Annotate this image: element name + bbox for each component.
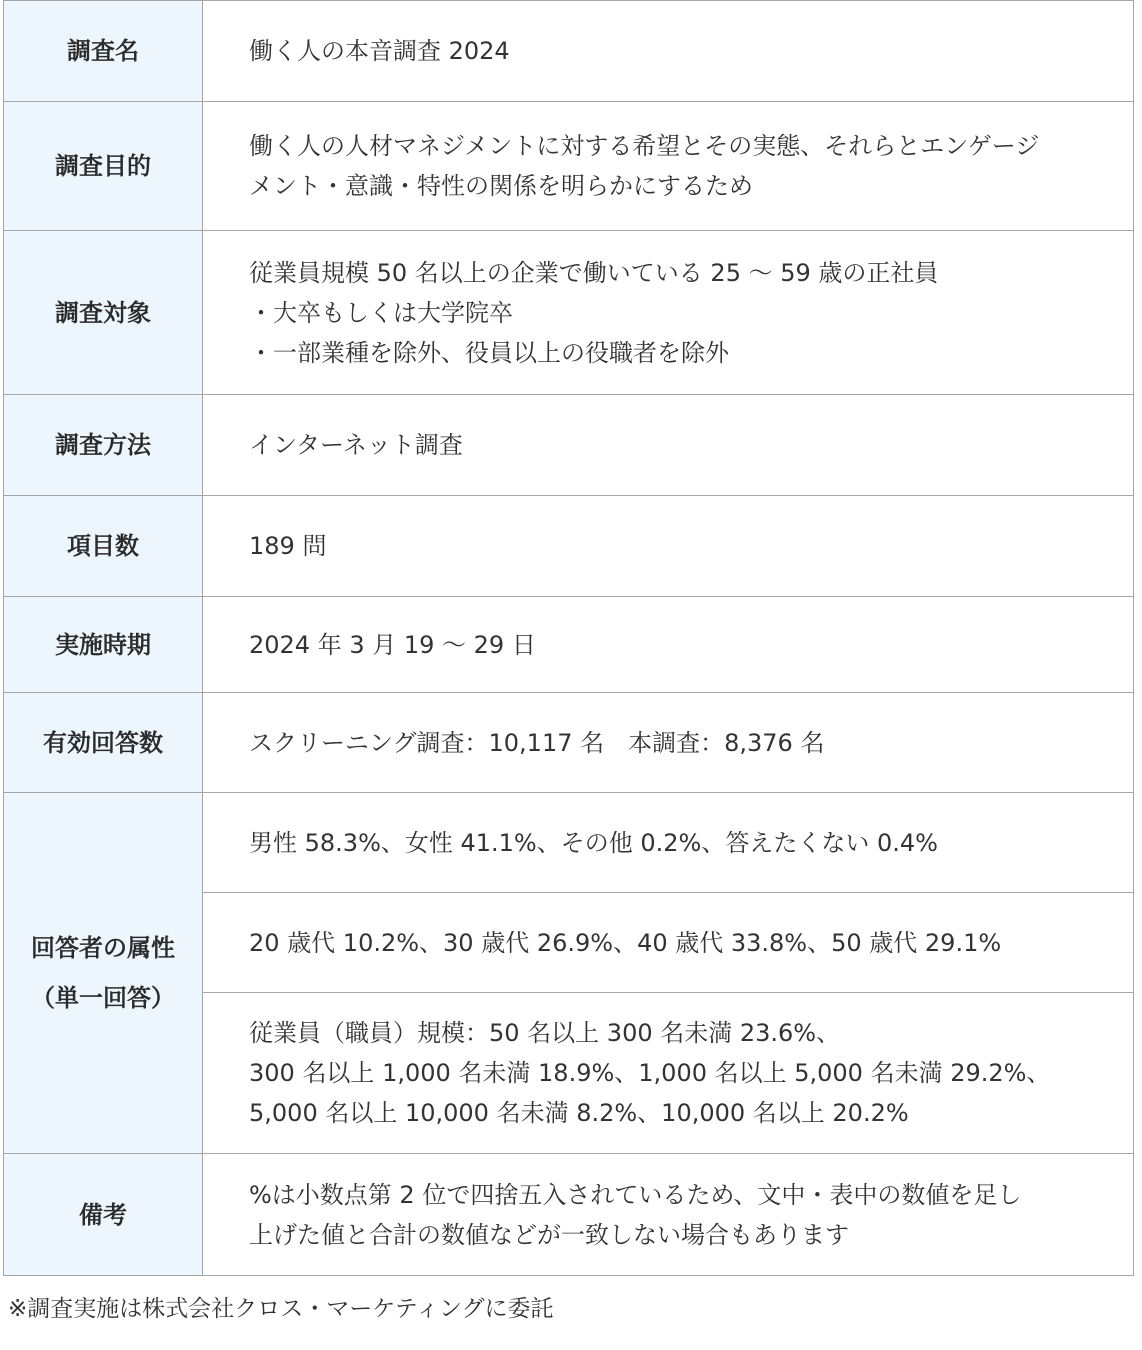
value-line: 上げた値と合計の数値などが一致しない場合もあります [249,1220,849,1249]
value-line: 2024 年 3 月 19 ～ 29 日 [249,630,536,659]
value-line: 従業員（職員）規模：50 名以上 300 名未満 23.6%、 [249,1019,841,1047]
row-value [203,693,1134,793]
value-line: 男性 58.3%、女性 41.1%、その他 0.2%、答えたくない 0.4% [249,828,938,857]
value-line: 働く人の人材マネジメントに対する希望とその実態、それらとエンゲージ [249,132,1040,160]
attributes-label-line: 回答者の属性 [31,934,175,962]
value-line: 20 歳代 10.2%、30 歳代 26.9%、40 歳代 33.8%、50 歳代 29.1% [249,928,1002,957]
value-line: 5,000 名以上 10,000 名未満 8.2%、10,000 名以上 20.2% [249,1099,909,1127]
row-label: 調査名 [4,1,203,102]
value-line: スクリーニング調査：10,117 名 本調査：8,376 名 [249,728,825,757]
value-line: %は小数点第 2 位で四捨五入されているため、文中・表中の数値を足し [249,1180,1022,1209]
value-line: メント・意識・特性の関係を明らかにするため [249,172,753,200]
row-survey-target [4,231,1134,395]
row-valid-responses [4,693,1134,793]
survey-overview-table [3,0,1134,1276]
row-label: 備考 [4,1154,203,1276]
row-survey-method [4,395,1134,496]
row-label: 項目数 [4,496,203,597]
row-value [203,395,1134,496]
row-label: 調査目的 [4,102,203,231]
row-value [203,231,1134,395]
value-line: 300 名以上 1,000 名未満 18.9%、1,000 名以上 5,000 名未満 29.2%、 [249,1059,1051,1087]
row-attributes-gender [4,793,1134,893]
value-line: ・一部業種を除外、役員以上の役職者を除外 [249,338,729,367]
row-value [203,1,1134,102]
row-remarks [4,1154,1134,1276]
row-value [203,1154,1134,1276]
value-line: 189 問 [249,532,327,560]
attributes-size-value [203,993,1134,1154]
footnote: ※調査実施は株式会社クロス・マーケティングに委託 [8,1296,554,1322]
value-line: 働く人の本音調査 2024 [249,37,510,65]
row-survey-name [4,1,1134,102]
attributes-label-line: （単一回答） [31,984,175,1012]
row-value [203,102,1134,231]
attributes-gender-value [203,793,1134,893]
row-label: 実施時期 [4,597,203,693]
value-line: インターネット調査 [249,431,463,459]
row-label: 有効回答数 [4,693,203,793]
attributes-label [4,793,203,1154]
row-label: 調査対象 [4,231,203,395]
row-survey-period [4,597,1134,693]
attributes-age-value [203,893,1134,993]
row-value [203,597,1134,693]
value-line: 従業員規模 50 名以上の企業で働いている 25 ～ 59 歳の正社員 [249,258,939,287]
row-value [203,496,1134,597]
row-survey-purpose [4,102,1134,231]
row-label: 調査方法 [4,395,203,496]
row-item-count [4,496,1134,597]
value-line: ・大卒もしくは大学院卒 [249,298,513,327]
